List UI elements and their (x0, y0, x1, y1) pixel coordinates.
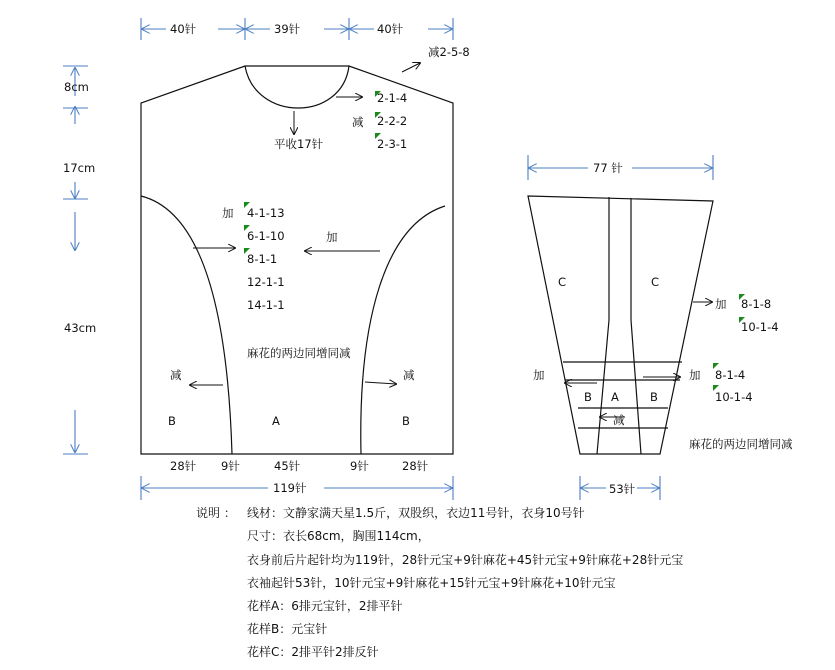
shoulder-dec-row-2: 2-2-2 (377, 114, 408, 128)
bottom-part-2: 9针 (221, 459, 240, 473)
increase-label-right: 加 (326, 230, 338, 244)
sleeve-lower-row-1: 8-1-4 (715, 368, 746, 382)
notes-line-1: 线材：文静家满天星1.5斤，双股织，衣边11号针，衣身10号针 (247, 506, 585, 520)
dim-side-8cm: 8cm (64, 80, 89, 94)
notes-line-4: 衣袖起针53针，10针元宝+9针麻花+15针元宝+9针麻花+10针元宝 (247, 576, 616, 590)
sleeve-decrease: 减 (613, 413, 625, 427)
inc-row-2: 6-1-10 (247, 229, 285, 243)
inc-row-1: 4-1-13 (247, 206, 285, 220)
neck-decrease-label: 减2-5-8 (428, 45, 470, 59)
dim-top-mid: 39针 (274, 22, 301, 36)
inc-row-3: 8-1-1 (247, 252, 278, 266)
shoulder-dec-row-3: 2-3-1 (377, 137, 408, 151)
bottom-part-4: 9针 (350, 459, 369, 473)
shoulder-dec-row-1: 2-1-4 (377, 91, 408, 105)
top-dimension (141, 18, 453, 40)
notes-line-5: 花样A：6排元宝针，2排平针 (247, 599, 403, 613)
inc-row-5: 14-1-1 (247, 298, 285, 312)
neck-bind-off: 平收17针 (274, 137, 324, 151)
dim-bottom-total: 119针 (273, 481, 307, 495)
sleeve-upper-row-1: 8-1-8 (741, 297, 772, 311)
sleeve-upper-row-2: 10-1-4 (741, 320, 779, 334)
sleeve-add-right: 加 (689, 368, 701, 382)
notes-line-2: 尺寸：衣长68cm，胸围114cm， (247, 529, 430, 543)
dim-side-43cm: 43cm (64, 321, 97, 335)
body-cable-note: 麻花的两边同增同减 (247, 346, 351, 360)
sleeve-c-left: C (558, 275, 567, 289)
body-pattern-b-left: B (168, 414, 176, 428)
sleeve-top-dimension (528, 155, 713, 180)
sleeve-pattern-a: A (611, 390, 619, 404)
sleeve-lower-row-2: 10-1-4 (715, 390, 753, 404)
increase-label-left: 加 (222, 206, 234, 220)
body-pattern-a: A (272, 414, 280, 428)
decrease-label-right: 减 (403, 368, 415, 382)
side-dimension (63, 66, 96, 454)
bottom-dimension (141, 476, 453, 500)
notes-heading: 说明 ： (196, 506, 236, 520)
bottom-part-3: 45针 (274, 459, 301, 473)
sleeve-add-upper: 加 (715, 297, 727, 311)
sleeve-cable-note: 麻花的两边同增同减 (689, 437, 793, 451)
sleeve-pattern-b-left: B (584, 390, 592, 404)
notes-line-6: 花样B：元宝针 (247, 622, 328, 636)
decrease-label-left: 减 (170, 368, 182, 382)
sleeve-add-left: 加 (533, 368, 545, 382)
dim-top-left: 40针 (170, 22, 197, 36)
sleeve-c-right: C (651, 275, 660, 289)
shoulder-decrease-label: 减 (352, 115, 364, 129)
body-arrows (190, 63, 420, 385)
body-pattern-b-right: B (402, 414, 410, 428)
bottom-part-1: 28针 (170, 459, 197, 473)
dim-sleeve-top: 77 针 (593, 161, 623, 175)
sleeve-bottom-dimension (580, 476, 660, 500)
bottom-part-5: 28针 (402, 459, 429, 473)
dim-side-17cm: 17cm (63, 161, 96, 175)
inc-row-4: 12-1-1 (247, 275, 285, 289)
sleeve-pattern-b-right: B (650, 390, 658, 404)
dim-sleeve-bottom: 53针 (609, 482, 636, 496)
dim-top-right: 40针 (377, 22, 404, 36)
notes-line-3: 衣身前后片起针均为119针，28针元宝+9针麻花+45针元宝+9针麻花+28针元宝 (247, 553, 684, 567)
notes-line-7: 花样C：2排平针2排反针 (247, 645, 379, 659)
